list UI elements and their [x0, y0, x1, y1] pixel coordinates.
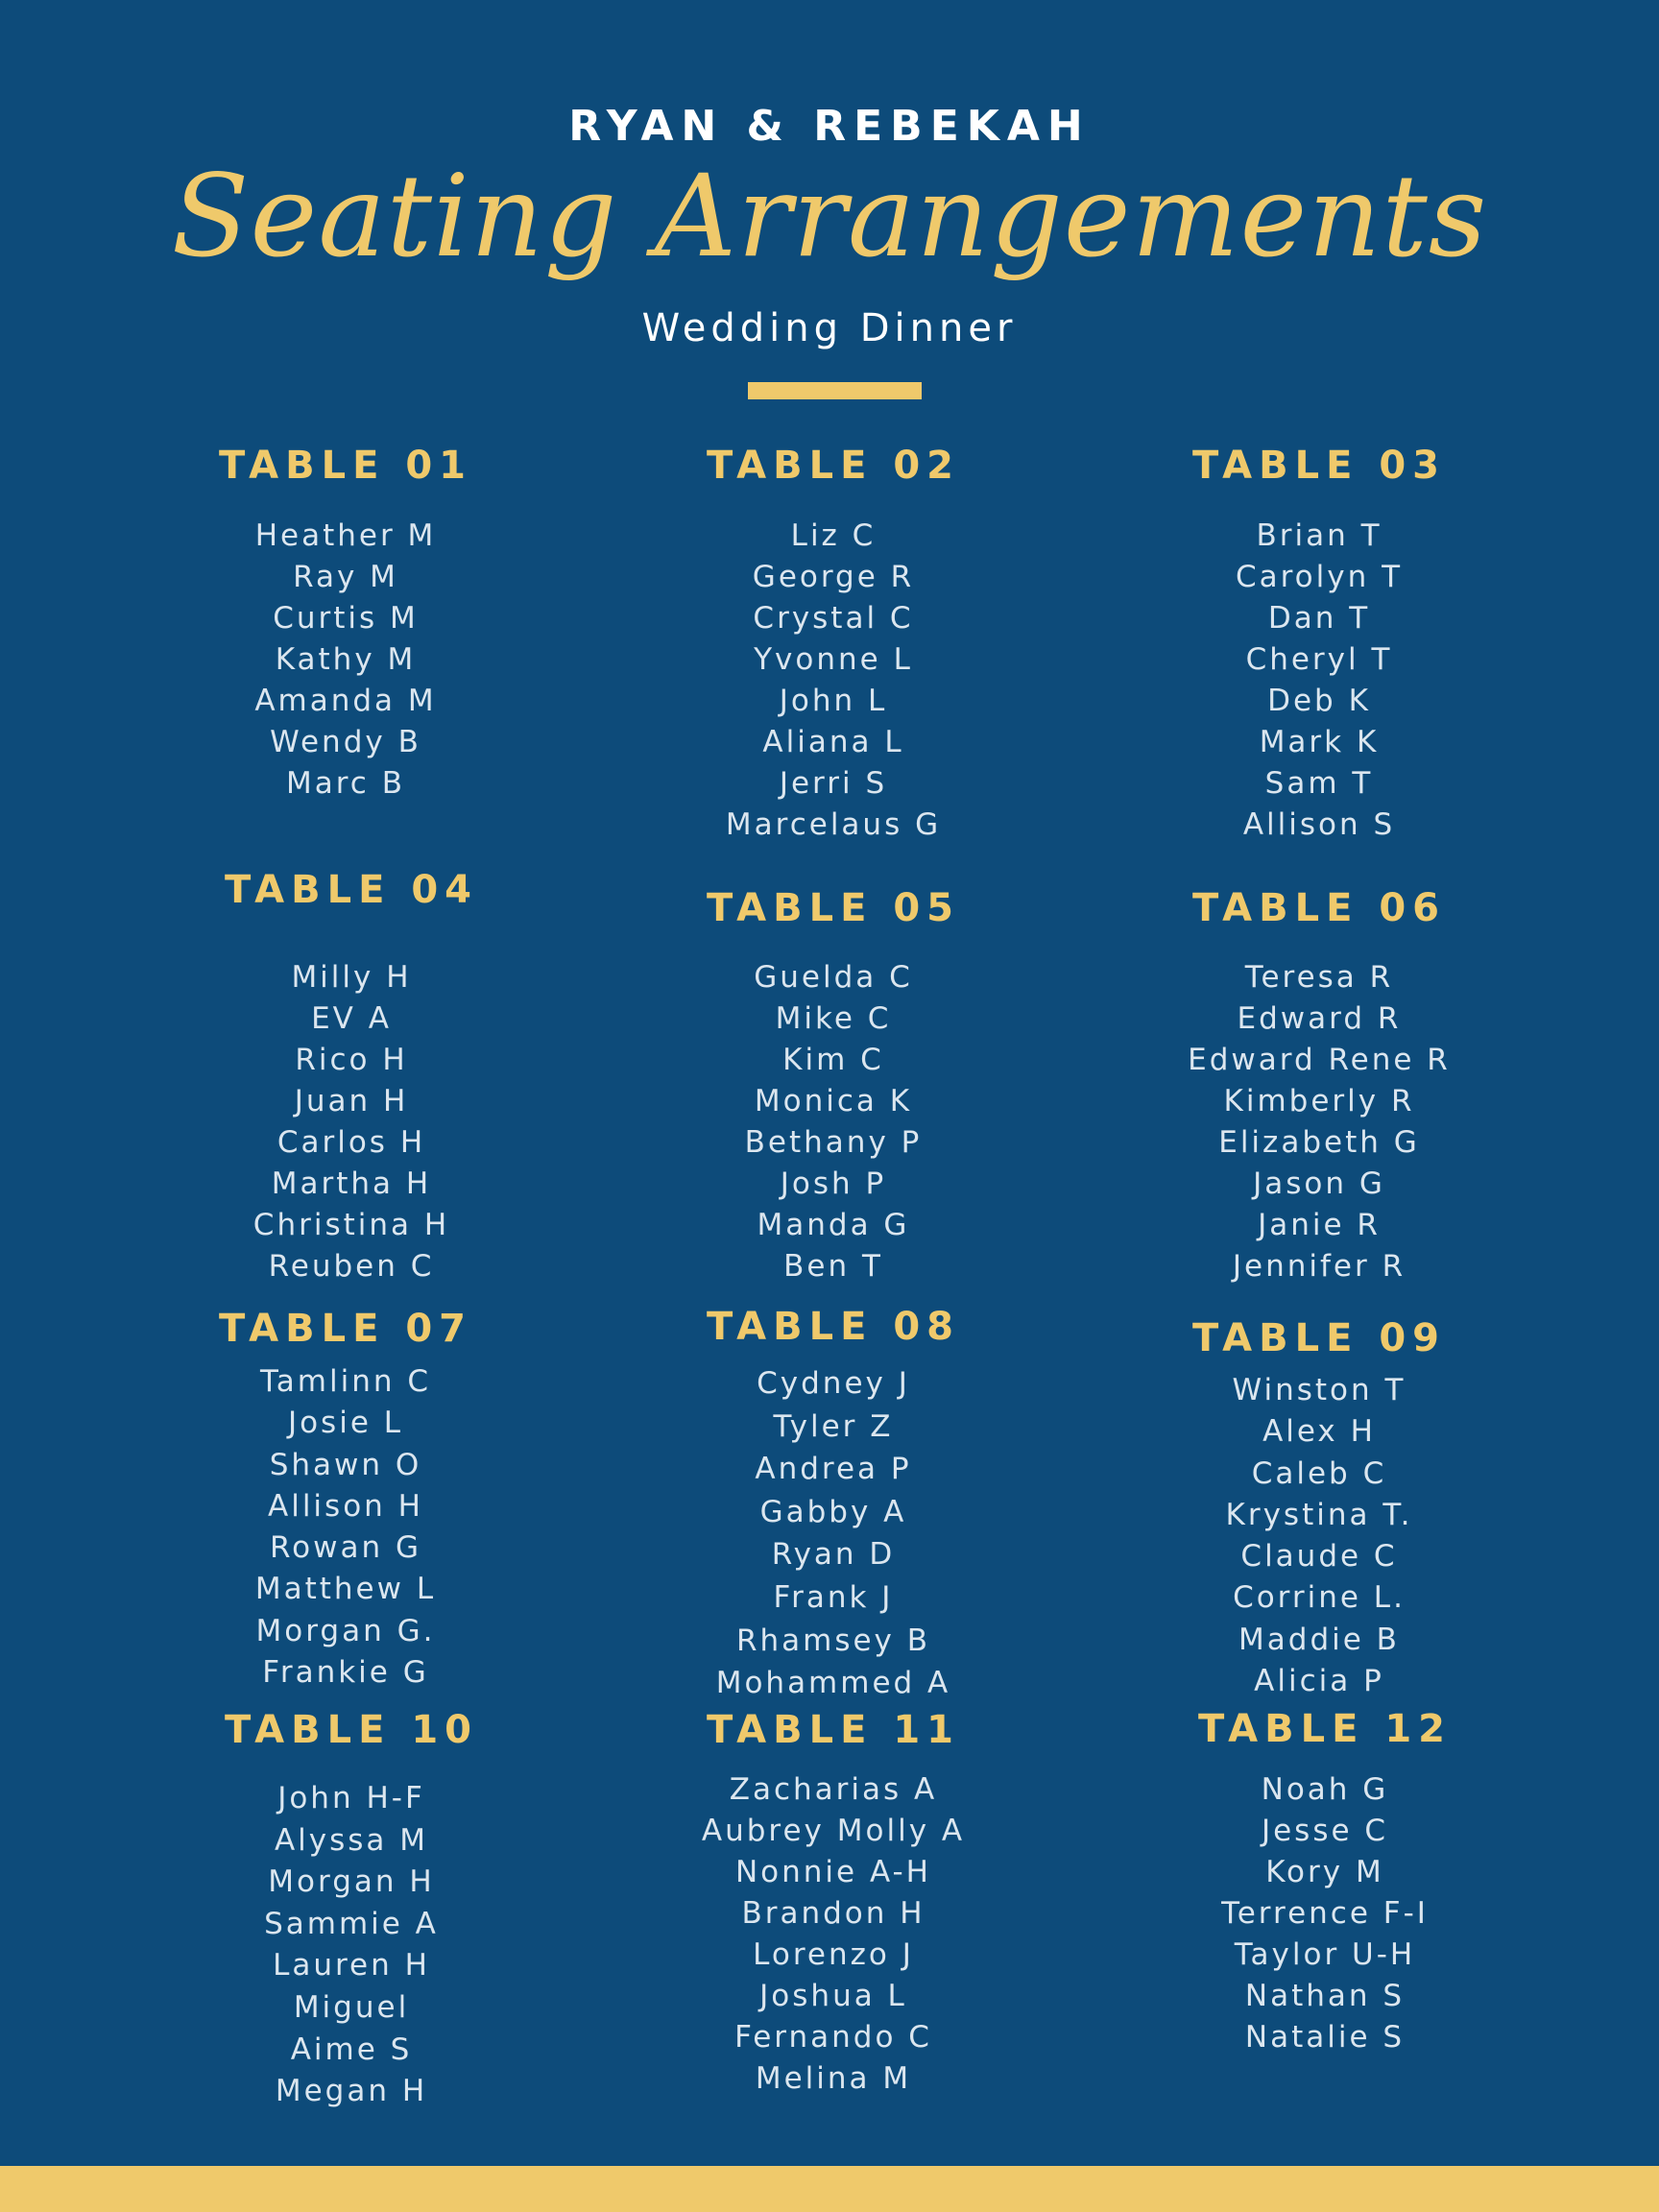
guest-name: Allison S: [1242, 807, 1396, 842]
guest-name: Mohammed A: [715, 1666, 951, 1701]
guest-name: Deb K: [1267, 684, 1371, 718]
guest-list: [632, 957, 1035, 1287]
guest-name: Josie L: [287, 1406, 404, 1441]
guest-name: Gabby A: [759, 1494, 907, 1529]
guest-name: Cheryl T: [1245, 642, 1393, 677]
guest-name: Alicia P: [1254, 1664, 1384, 1699]
guest-name: Megan H: [275, 2074, 428, 2109]
guest-name: Nathan S: [1244, 1979, 1406, 2013]
guest-list: [144, 516, 547, 805]
guest-list: [150, 1778, 553, 2113]
guest-name: Claude C: [1240, 1539, 1398, 1575]
guest-name: Taylor U-H: [1234, 1937, 1416, 1972]
guest-name: Fernando C: [734, 2020, 932, 2055]
guest-name: Ray M: [293, 560, 398, 594]
couple-names: RYAN & REBEKAH: [568, 102, 1091, 151]
guest-name: Liz C: [790, 518, 877, 553]
guest-name: Terrence F-I: [1221, 1896, 1429, 1931]
guest-name: Christina H: [252, 1208, 450, 1242]
guest-name: Corrine L.: [1233, 1580, 1406, 1616]
guest-name: Miguel: [293, 1989, 410, 2025]
guest-name: Morgan G.: [255, 1613, 436, 1648]
guest-name: Sam T: [1264, 766, 1374, 801]
guest-name: Mike C: [775, 1001, 892, 1036]
table-title: TABLE 05: [706, 886, 961, 930]
guest-name: Brian T: [1256, 518, 1382, 553]
guest-name: Carlos H: [276, 1125, 426, 1160]
table-title: TABLE 11: [706, 1708, 961, 1752]
guest-name: Noah G: [1261, 1772, 1389, 1807]
guest-name: Tamlinn C: [259, 1364, 432, 1399]
guest-name: Edward Rene R: [1188, 1043, 1451, 1077]
guest-name: Jason G: [1253, 1166, 1385, 1201]
guest-name: Amanda M: [254, 684, 437, 718]
guest-name: Monica K: [754, 1084, 913, 1118]
guest-name: Martha H: [271, 1166, 432, 1201]
guest-name: Nonnie A-H: [734, 1855, 931, 1889]
guest-name: Manda G: [757, 1208, 910, 1242]
guest-name: Aubrey Molly A: [701, 1814, 966, 1848]
guest-name: Kim C: [782, 1043, 884, 1077]
table-title: TABLE 12: [1197, 1707, 1453, 1751]
guest-name: EV A: [311, 1001, 392, 1036]
guest-name: Kory M: [1265, 1855, 1384, 1889]
guest-name: Allison H: [268, 1488, 423, 1524]
guest-name: Yvonne L: [754, 642, 913, 677]
guest-name: Reuben C: [268, 1249, 435, 1284]
table-title: TABLE 04: [224, 868, 479, 912]
guest-name: Janie R: [1258, 1208, 1381, 1242]
guest-name: Andrea P: [755, 1452, 912, 1487]
guest-name: Milly H: [291, 960, 412, 995]
guest-name: Mark K: [1259, 725, 1380, 759]
guest-list: [1118, 516, 1521, 846]
guest-name: Alyssa M: [274, 1822, 429, 1858]
guest-name: Marcelaus G: [725, 807, 942, 842]
guest-name: Marc B: [286, 766, 405, 801]
guest-name: Shawn O: [269, 1447, 422, 1482]
guest-name: Dan T: [1267, 601, 1371, 636]
guest-list: [1118, 1370, 1521, 1702]
guest-list: [632, 1362, 1035, 1705]
guest-name: Jerri S: [779, 766, 888, 801]
guest-name: Kimberly R: [1223, 1084, 1415, 1118]
guest-name: Teresa R: [1244, 960, 1394, 995]
guest-name: Alex H: [1262, 1414, 1376, 1450]
guest-name: Maddie B: [1238, 1622, 1400, 1657]
guest-name: Jesse C: [1261, 1814, 1389, 1848]
guest-name: Frankie G: [262, 1655, 429, 1691]
guest-name: John L: [779, 684, 888, 718]
table-title: TABLE 01: [218, 444, 473, 488]
guest-name: Winston T: [1232, 1373, 1407, 1407]
guest-name: John H-F: [277, 1781, 425, 1815]
guest-name: Kathy M: [275, 642, 417, 677]
table-title: TABLE 10: [224, 1708, 479, 1752]
guest-name: Lorenzo J: [753, 1937, 914, 1972]
guest-name: Curtis M: [273, 601, 419, 636]
guest-name: Rico H: [295, 1043, 408, 1077]
guest-name: Ryan D: [771, 1537, 896, 1573]
guest-list: [632, 516, 1035, 846]
bottom-gold-bar: [0, 2166, 1659, 2212]
guest-name: Juan H: [294, 1084, 409, 1118]
guest-name: Crystal C: [753, 601, 914, 636]
guest-name: Caleb C: [1251, 1455, 1387, 1491]
subtitle: Wedding Dinner: [641, 306, 1018, 350]
guest-name: Jennifer R: [1232, 1249, 1407, 1284]
table-title: TABLE 06: [1191, 886, 1447, 930]
guest-name: Melina M: [755, 2061, 912, 2096]
guest-name: Rowan G: [270, 1530, 421, 1566]
guest-name: Joshua L: [759, 1979, 907, 2013]
guest-name: Tyler Z: [773, 1408, 894, 1444]
guest-list: [150, 957, 553, 1287]
table-title: TABLE 09: [1191, 1316, 1447, 1360]
guest-name: Zacharias A: [729, 1772, 938, 1807]
table-title: TABLE 03: [1191, 444, 1447, 488]
guest-name: Heather M: [254, 518, 437, 553]
guest-name: Ben T: [783, 1249, 883, 1284]
guest-name: Aime S: [290, 2032, 413, 2067]
gold-divider: [748, 382, 922, 399]
guest-name: Edward R: [1237, 1001, 1402, 1036]
guest-name: Brandon H: [741, 1896, 926, 1931]
guest-list: [144, 1361, 547, 1694]
guest-name: Guelda C: [754, 960, 913, 995]
guest-name: Carolyn T: [1235, 560, 1404, 594]
guest-name: Frank J: [773, 1579, 894, 1615]
guest-name: Elizabeth G: [1218, 1125, 1420, 1160]
guest-name: Rhamsey B: [735, 1623, 931, 1658]
guest-name: Krystina T.: [1225, 1497, 1413, 1532]
guest-list: [1118, 957, 1521, 1287]
table-title: TABLE 02: [706, 444, 961, 488]
guest-name: Bethany P: [744, 1125, 923, 1160]
script-title: Seating Arrangements: [171, 150, 1488, 282]
guest-name: Aliana L: [762, 725, 904, 759]
guest-name: Sammie A: [264, 1906, 439, 1941]
guest-name: Wendy B: [270, 725, 421, 759]
guest-name: Morgan H: [268, 1864, 435, 1900]
guest-name: George R: [752, 560, 915, 594]
guest-name: Matthew L: [254, 1572, 437, 1607]
guest-list: [1123, 1769, 1527, 2058]
guest-name: Natalie S: [1244, 2020, 1406, 2055]
guest-name: Cydney J: [757, 1366, 910, 1401]
table-title: TABLE 07: [218, 1307, 473, 1351]
guest-list: [632, 1769, 1035, 2100]
table-title: TABLE 08: [706, 1305, 961, 1349]
guest-name: Lauren H: [273, 1948, 430, 1984]
guest-name: Josh P: [780, 1166, 887, 1201]
